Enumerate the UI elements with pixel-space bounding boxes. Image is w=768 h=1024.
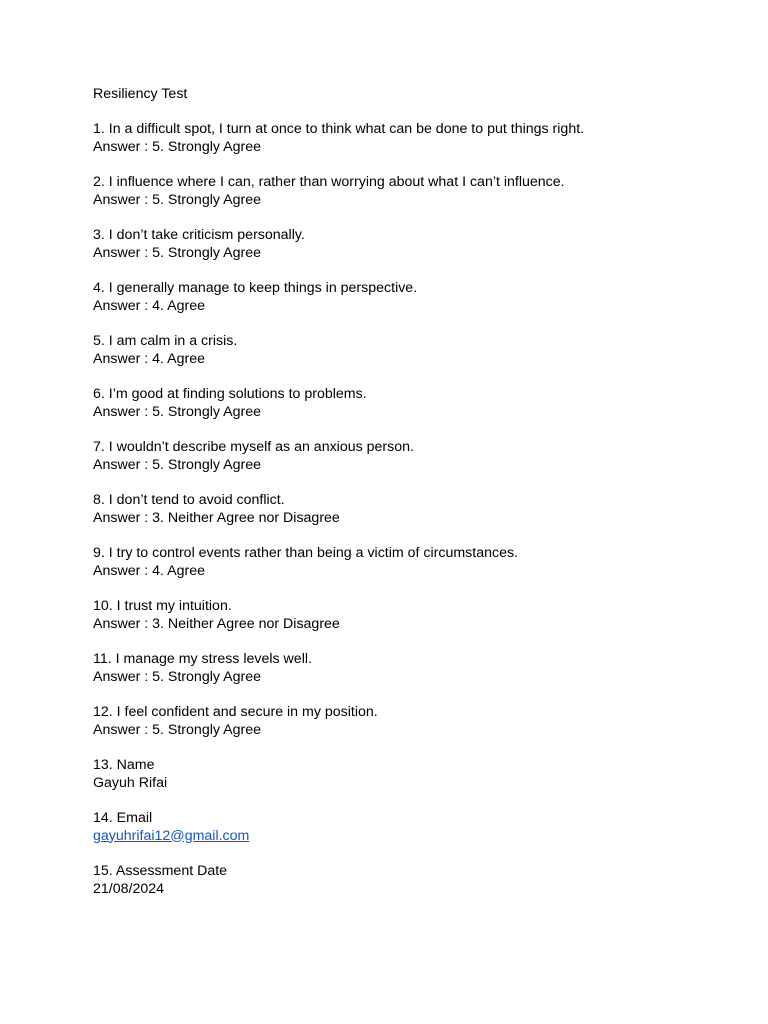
email-block (93, 810, 733, 845)
document-page (93, 86, 733, 898)
question-block-4 (93, 280, 733, 315)
name-value: Gayuh Rifai (93, 774, 168, 791)
question-text: 1. In a difficult spot, I turn at once to think what can be done to put things right. (93, 121, 585, 138)
answer-text: Answer : 4. Agree (93, 350, 205, 367)
question-text: 5. I am calm in a crisis. (93, 333, 238, 350)
answer-text: Answer : 3. Neither Agree nor Disagree (93, 615, 340, 632)
question-text: 2. I influence where I can, rather than worrying about what I can’t influence. (93, 174, 565, 191)
answer-text: Answer : 3. Neither Agree nor Disagree (93, 509, 340, 526)
question-text: 3. I don’t take criticism personally. (93, 227, 305, 244)
question-text: 12. I feel confident and secure in my position. (93, 703, 378, 720)
answer-text: Answer : 5. Strongly Agree (93, 721, 261, 738)
assessment-date-value: 21/08/2024 (93, 880, 165, 897)
assessment-date-block (93, 863, 733, 898)
question-text: 4. I generally manage to keep things in perspective. (93, 280, 418, 297)
question-text: 11. I manage my stress levels well. (93, 650, 312, 667)
question-block-12 (93, 704, 733, 739)
answer-text: Answer : 4. Agree (93, 562, 205, 579)
answer-text: Answer : 5. Strongly Agree (93, 191, 261, 208)
answer-text: Answer : 5. Strongly Agree (93, 244, 261, 261)
name-block (93, 757, 733, 792)
email-link[interactable]: gayuhrifai12@gmail.com (93, 827, 250, 844)
question-text: 7. I wouldn’t describe myself as an anxious person. (93, 439, 414, 456)
name-label: 13. Name (93, 756, 155, 773)
document-title: Resiliency Test (93, 86, 188, 102)
answer-text: Answer : 5. Strongly Agree (93, 668, 261, 685)
email-label: 14. Email (93, 809, 153, 826)
question-text: 6. I’m good at finding solutions to problems. (93, 386, 367, 403)
question-block-9 (93, 545, 733, 580)
question-block-8 (93, 492, 733, 527)
answer-text: Answer : 5. Strongly Agree (93, 403, 261, 420)
question-block-7 (93, 439, 733, 474)
question-block-5 (93, 333, 733, 368)
question-block-3 (93, 227, 733, 262)
question-text: 10. I trust my intuition. (93, 598, 232, 614)
question-block-11 (93, 651, 733, 686)
question-text: 9. I try to control events rather than being a victim of circumstances. (93, 545, 519, 562)
answer-text: Answer : 5. Strongly Agree (93, 138, 261, 155)
question-block-2 (93, 174, 733, 209)
assessment-date-label: 15. Assessment Date (93, 862, 228, 879)
question-block-6 (93, 386, 733, 421)
answer-text: Answer : 5. Strongly Agree (93, 456, 261, 473)
answer-text: Answer : 4. Agree (93, 297, 205, 314)
question-text: 8. I don’t tend to avoid conflict. (93, 492, 285, 509)
question-block-1 (93, 121, 733, 156)
question-block-10 (93, 598, 733, 633)
